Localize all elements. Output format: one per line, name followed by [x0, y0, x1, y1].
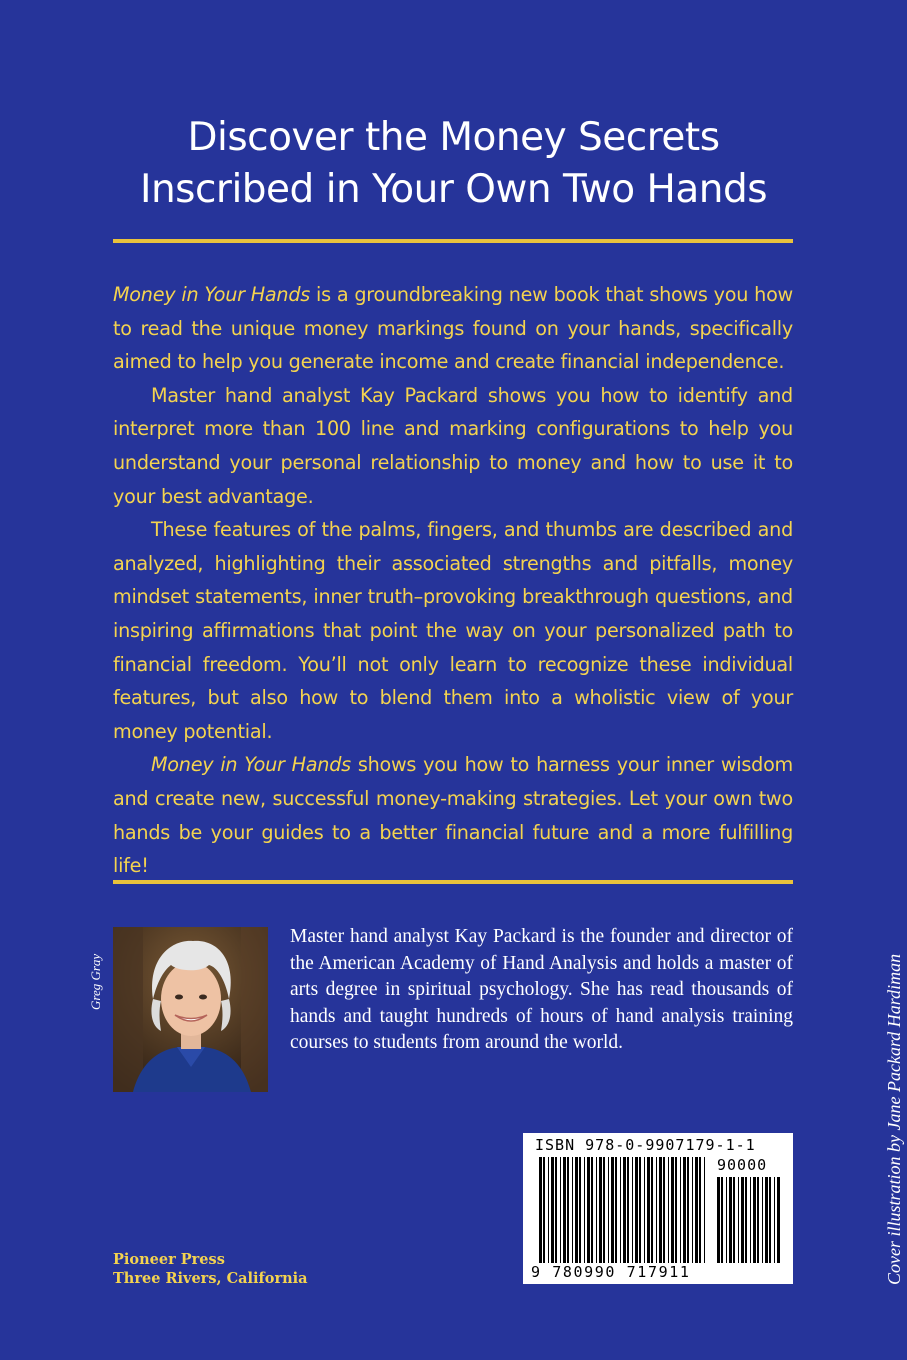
- barcode-bar: [584, 1157, 585, 1263]
- barcode-bar: [599, 1157, 602, 1263]
- barcode-bar: [675, 1157, 677, 1263]
- barcode-bar: [603, 1157, 605, 1263]
- barcode-bar: [575, 1157, 578, 1263]
- barcode-bar: [659, 1157, 662, 1263]
- description-paragraph-3: These features of the palms, fingers, and thumbs are described and analyzed, highlighting their associated strengths and pitfalls, money mindset statements, inner truth–provoking breakthrough questions, and inspiring affirmations that point the way on your personalized path to financial freedom. You’ll not only learn to recognize these individual features, but also how to blend them into a wholistic view of your money potential.: [113, 518, 793, 743]
- barcode-bar: [769, 1177, 771, 1263]
- author-bio: Master hand analyst Kay Packard is the founder and director of the American Academy of Hand Analysis and holds a master of arts degree in spiritual psychology. She has read thousands of hands and taught hundreds of hours of hand analysis training courses to students from around the world.: [290, 926, 793, 1054]
- headline: [0, 112, 907, 216]
- barcode-bar: [579, 1157, 581, 1263]
- barcode-bar: [608, 1157, 609, 1263]
- description-paragraph-2: Master hand analyst Kay Packard shows you how to identify and interpret more than 100 line and marking configurations to help you understand your personal relationship to money and how to use it to your best advantage.: [113, 383, 793, 508]
- barcode-bar: [620, 1157, 621, 1263]
- barcode-bar: [757, 1177, 759, 1263]
- barcode-bar: [692, 1157, 693, 1263]
- book-title-italic: Money in Your Hands: [113, 283, 311, 306]
- headline-line-1: Discover the Money Secrets: [187, 115, 720, 160]
- barcode-bar: [555, 1157, 557, 1263]
- barcode-bar: [572, 1157, 573, 1263]
- barcode-bar: [551, 1157, 554, 1263]
- publisher-location: Three Rivers, California: [113, 1270, 308, 1287]
- barcode-bar: [745, 1177, 747, 1263]
- isbn-barcode: [523, 1133, 793, 1284]
- barcode-bar: [687, 1157, 689, 1263]
- barcode-bar: [741, 1177, 744, 1263]
- description-paragraph-4: [113, 748, 793, 882]
- barcode-bar: [671, 1157, 674, 1263]
- barcode-bar: [644, 1157, 645, 1263]
- barcode-bar: [765, 1177, 768, 1263]
- price-code: 90000: [717, 1156, 768, 1174]
- barcode-bars: [539, 1157, 707, 1263]
- barcode-bar: [777, 1177, 780, 1263]
- barcode-bar: [639, 1157, 641, 1263]
- barcode-bar: [548, 1157, 549, 1263]
- bottom-divider: [113, 880, 793, 884]
- barcode-bar: [627, 1157, 629, 1263]
- barcode-bar: [591, 1157, 593, 1263]
- addon-barcode-bars: [717, 1177, 783, 1263]
- barcode-bar: [683, 1157, 686, 1263]
- barcode-bar: [543, 1157, 545, 1263]
- barcode-bar: [560, 1157, 561, 1263]
- barcode-bar: [753, 1177, 756, 1263]
- headline-line-2: Inscribed in Your Own Two Hands: [139, 167, 768, 212]
- isbn-label: ISBN 978-0-9907179-1-1: [535, 1136, 756, 1154]
- barcode-bar: [704, 1157, 705, 1263]
- barcode-bar: [729, 1177, 732, 1263]
- barcode-bar: [567, 1157, 569, 1263]
- barcode-bar: [663, 1157, 665, 1263]
- barcode-bar: [651, 1157, 653, 1263]
- barcode-bar: [717, 1177, 720, 1263]
- barcode-bar: [539, 1157, 542, 1263]
- barcode-bar: [721, 1177, 723, 1263]
- barcode-bar: [733, 1177, 735, 1263]
- barcode-bar: [623, 1157, 626, 1263]
- barcode-bar: [563, 1157, 566, 1263]
- barcode-bar: [647, 1157, 650, 1263]
- barcode-bar: [656, 1157, 657, 1263]
- author-photo: [113, 927, 268, 1092]
- paragraph-text: shows you how to harness your inner wisdom and create new, successful money-making strategies. Let your own two hands be your guides to a better financial future and a more fulfilling life!: [113, 753, 793, 878]
- photo-credit: Greg Gray: [88, 953, 103, 1010]
- barcode-bar: [615, 1157, 617, 1263]
- paragraph-text: is a groundbreaking new book that shows you how to read the unique money markings found on your hands, specifically aimed to help you generate income and create financial independence.: [113, 283, 794, 374]
- barcode-bar: [668, 1157, 669, 1263]
- book-title-italic: Money in Your Hands: [151, 753, 351, 777]
- top-divider: [113, 239, 793, 243]
- barcode-bar: [695, 1157, 698, 1263]
- barcode-bar: [611, 1157, 614, 1263]
- barcode-bar: [738, 1177, 739, 1263]
- illustration-credit: Cover illustration by Jane Packard Hardiman: [884, 953, 904, 1285]
- publisher-name: Pioneer Press: [113, 1251, 225, 1268]
- barcode-bar: [632, 1157, 633, 1263]
- publisher: [113, 1250, 308, 1288]
- barcode-bar: [699, 1157, 701, 1263]
- description-paragraph-1: [113, 278, 793, 379]
- barcode-bar: [596, 1157, 597, 1263]
- barcode-bar: [750, 1177, 751, 1263]
- barcode-bar: [587, 1157, 590, 1263]
- barcode-bar: [726, 1177, 727, 1263]
- book-description: [113, 278, 793, 883]
- barcode-digits: 9 780990 717911: [531, 1263, 691, 1281]
- barcode-bar: [774, 1177, 775, 1263]
- barcode-bar: [680, 1157, 681, 1263]
- author-portrait-graphic: [113, 927, 268, 1092]
- barcode-bar: [635, 1157, 638, 1263]
- barcode-bar: [762, 1177, 763, 1263]
